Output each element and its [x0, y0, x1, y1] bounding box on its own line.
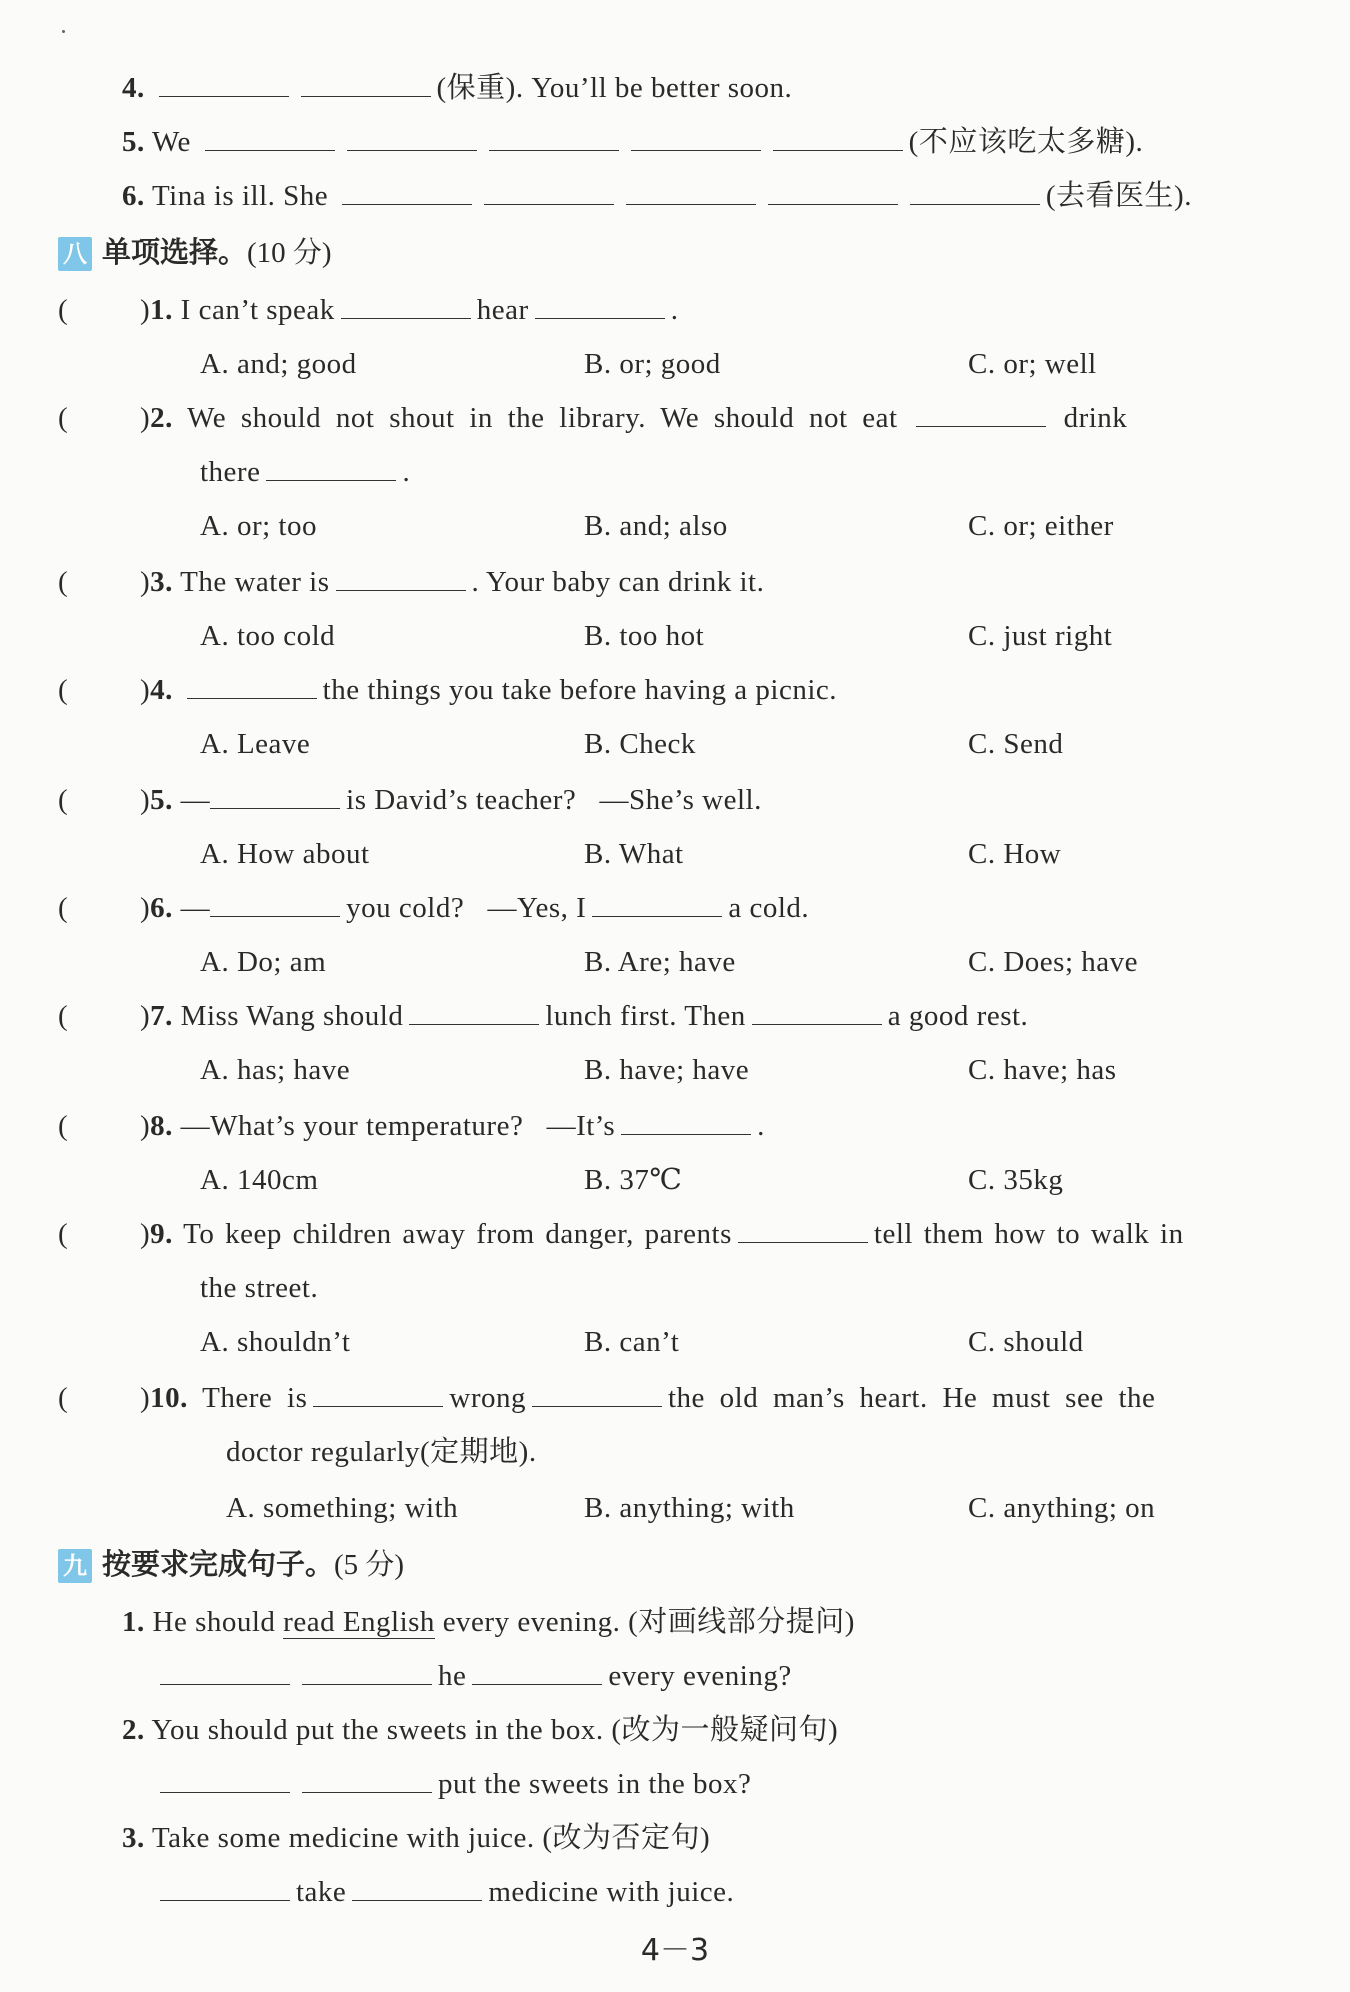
mc-question-7: )7. Miss Wang should lunch first. Then a good rest.	[140, 1000, 1029, 1032]
mc-question-4: )4. the things you take before having a picnic.	[140, 674, 838, 706]
answer-blank[interactable]	[160, 1683, 290, 1685]
option-b[interactable]: B. or; good	[584, 348, 721, 380]
rewrite-answer-3: take medicine with juice.	[160, 1872, 734, 1912]
margin-dot	[62, 30, 65, 33]
answer-blank[interactable]	[752, 1023, 882, 1025]
option-a[interactable]: A. Leave	[200, 728, 311, 760]
answer-blank[interactable]	[160, 1899, 290, 1901]
answer-blank[interactable]	[738, 1241, 868, 1243]
option-b[interactable]: B. anything; with	[584, 1492, 795, 1524]
answer-blank[interactable]	[532, 1405, 662, 1407]
option-c[interactable]: C. 35kg	[968, 1164, 1064, 1196]
answer-blank[interactable]	[352, 1899, 482, 1901]
answer-paren[interactable]: (	[58, 784, 68, 816]
mc-question-2-line2: there .	[200, 456, 411, 488]
option-a[interactable]: A. and; good	[200, 348, 357, 380]
option-a[interactable]: A. How about	[200, 838, 370, 870]
answer-blank[interactable]	[210, 915, 340, 917]
rewrite-question-3: 3. Take some medicine with juice. (改为否定句)	[122, 1822, 711, 1854]
mc-question-8: )8. —What’s your temperature? —It’s .	[140, 1110, 765, 1142]
mc-question-10-line2: doctor regularly(定期地).	[226, 1436, 537, 1468]
mc-question-9: )9. To keep children away from danger, parents tell them how to walk in	[140, 1218, 1184, 1250]
mc-question-3: )3. The water is . Your baby can drink it.	[140, 566, 765, 598]
answer-blank[interactable]	[489, 149, 619, 151]
section-9-tag: 九	[58, 1549, 92, 1583]
answer-blank[interactable]	[302, 1791, 432, 1793]
answer-blank[interactable]	[535, 317, 665, 319]
answer-blank[interactable]	[159, 95, 289, 97]
answer-blank[interactable]	[484, 203, 614, 205]
option-b[interactable]: B. 37℃	[584, 1164, 683, 1196]
option-c[interactable]: C. or; either	[968, 510, 1114, 542]
rewrite-answer-1: he every evening?	[160, 1656, 792, 1696]
underlined-phrase: read English	[283, 1606, 435, 1638]
answer-blank[interactable]	[301, 95, 431, 97]
answer-paren[interactable]: (	[58, 566, 68, 598]
answer-paren[interactable]: (	[58, 294, 68, 326]
answer-blank[interactable]	[160, 1791, 290, 1793]
option-c[interactable]: C. should	[968, 1326, 1084, 1358]
option-c[interactable]: C. Send	[968, 728, 1064, 760]
option-a[interactable]: A. has; have	[200, 1054, 351, 1086]
answer-blank[interactable]	[773, 149, 903, 151]
answer-paren[interactable]: (	[58, 674, 68, 706]
answer-blank[interactable]	[336, 589, 466, 591]
answer-blank[interactable]	[347, 149, 477, 151]
answer-blank[interactable]	[341, 317, 471, 319]
option-a[interactable]: A. 140cm	[200, 1164, 319, 1196]
option-c[interactable]: C. just right	[968, 620, 1113, 652]
option-b[interactable]: B. can’t	[584, 1326, 680, 1358]
top-question-4: 4. (保重). You’ll be better soon.	[122, 72, 793, 104]
answer-blank[interactable]	[768, 203, 898, 205]
answer-blank[interactable]	[205, 149, 335, 151]
option-a[interactable]: A. or; too	[200, 510, 317, 542]
mc-question-1: )1. I can’t speak hear .	[140, 294, 679, 326]
section-8-header: 八 单项选择。(10 分)	[58, 232, 332, 273]
top-question-6: 6. Tina is ill. She (去看医生).	[122, 180, 1192, 212]
option-c[interactable]: C. How	[968, 838, 1062, 870]
answer-blank[interactable]	[592, 915, 722, 917]
answer-blank[interactable]	[626, 203, 756, 205]
mc-question-2: )2. We should not shout in the library. We should not eat drink	[140, 402, 1128, 434]
answer-paren[interactable]: (	[58, 402, 68, 434]
answer-paren[interactable]: (	[58, 1218, 68, 1250]
mc-question-5: )5. — is David’s teacher? —She’s well.	[140, 784, 762, 816]
answer-paren[interactable]: (	[58, 1000, 68, 1032]
option-b[interactable]: B. What	[584, 838, 684, 870]
option-c[interactable]: C. anything; on	[968, 1492, 1156, 1524]
answer-paren[interactable]: (	[58, 1110, 68, 1142]
option-b[interactable]: B. Check	[584, 728, 696, 760]
rewrite-answer-2: put the sweets in the box?	[160, 1764, 751, 1804]
option-c[interactable]: C. have; has	[968, 1054, 1117, 1086]
mc-question-6: )6. — you cold? —Yes, I a cold.	[140, 892, 810, 924]
answer-blank[interactable]	[910, 203, 1040, 205]
answer-blank[interactable]	[313, 1405, 443, 1407]
answer-blank[interactable]	[210, 807, 340, 809]
answer-blank[interactable]	[631, 149, 761, 151]
option-a[interactable]: A. too cold	[200, 620, 336, 652]
top-question-5: 5. We (不应该吃太多糖).	[122, 126, 1144, 158]
answer-blank[interactable]	[302, 1683, 432, 1685]
page-number: 4－3	[640, 1933, 710, 1968]
answer-blank[interactable]	[916, 425, 1046, 427]
mc-question-10: )10. There is wrong the old man’s heart. He must see the	[140, 1382, 1156, 1414]
option-b[interactable]: B. and; also	[584, 510, 728, 542]
option-b[interactable]: B. too hot	[584, 620, 705, 652]
answer-blank[interactable]	[342, 203, 472, 205]
option-a[interactable]: A. Do; am	[200, 946, 327, 978]
section-8-tag: 八	[58, 237, 92, 271]
answer-paren[interactable]: (	[58, 1382, 68, 1414]
section-9-header: 九 按要求完成句子。(5 分)	[58, 1544, 404, 1585]
option-b[interactable]: B. have; have	[584, 1054, 750, 1086]
option-b[interactable]: B. Are; have	[584, 946, 736, 978]
rewrite-question-2: 2. You should put the sweets in the box. (改为一般疑问句)	[122, 1714, 839, 1746]
option-c[interactable]: C. Does; have	[968, 946, 1138, 978]
rewrite-question-1: 1. He should read English every evening. (对画线部分提问)	[122, 1606, 855, 1638]
answer-paren[interactable]: (	[58, 892, 68, 924]
option-c[interactable]: C. or; well	[968, 348, 1097, 380]
mc-question-9-line2: the street.	[200, 1272, 319, 1304]
answer-blank[interactable]	[472, 1683, 602, 1685]
option-a[interactable]: A. something; with	[226, 1492, 459, 1524]
answer-blank[interactable]	[621, 1133, 751, 1135]
option-a[interactable]: A. shouldn’t	[200, 1326, 351, 1358]
answer-blank[interactable]	[187, 697, 317, 699]
answer-blank[interactable]	[266, 479, 396, 481]
answer-blank[interactable]	[409, 1023, 539, 1025]
